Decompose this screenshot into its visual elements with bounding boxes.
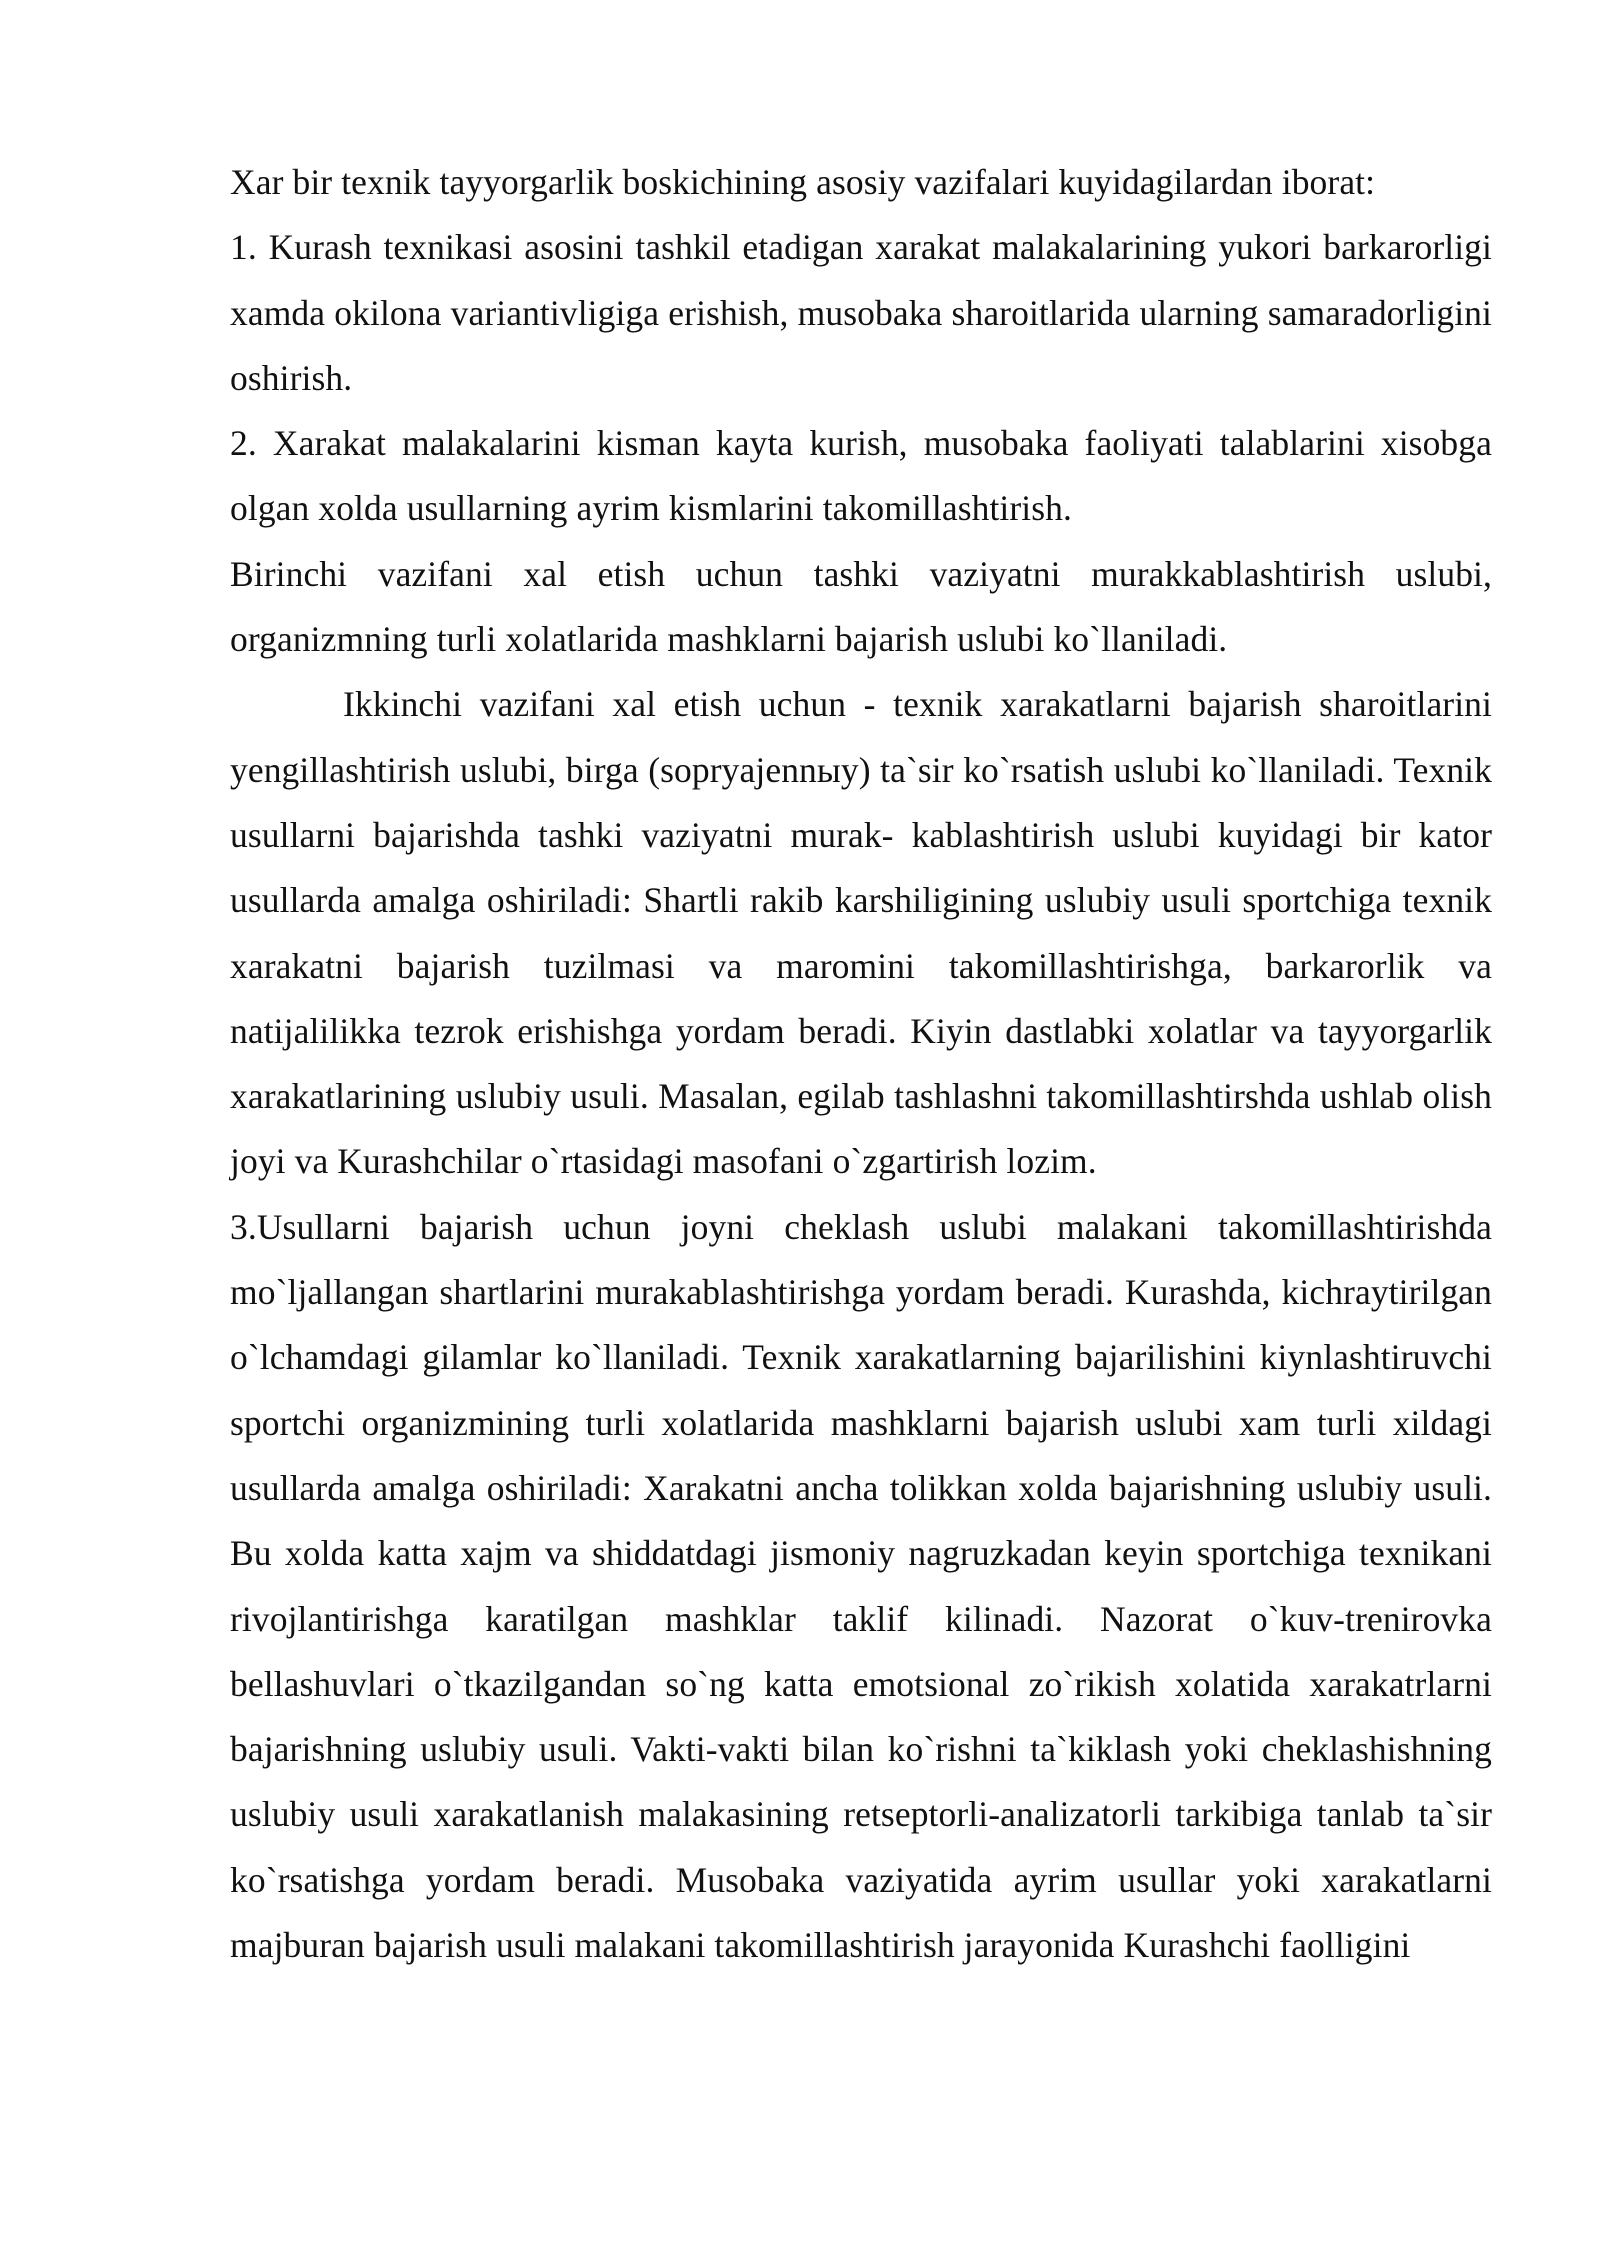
paragraph-intro: Xar bir texnik tayyorgarlik boskichining asosiy vazifalari kuyidagilardan iborat:: [230, 162, 1376, 202]
document-page: [230, 150, 1492, 1978]
paragraph-task-1: 1. Kurash texnikasi asosini tashkil etadigan xarakat malakalarining yukori barkarorligi xamda okilona variantivligiga erishish, musobaka sharoitlarida ularning samaradorligini oshirish.: [230, 227, 1492, 398]
paragraph-first-task: Birinchi vazifani xal etish uchun tashki vaziyatni murakkablashtirish uslubi, organizmning turli xolatlarida mashklarni bajarish uslubi ko`llaniladi.: [230, 553, 1492, 660]
paragraph-method-3: 3.Usullarni bajarish uchun joyni cheklash uslubi malakani takomillashtirishda mo`ljallangan shartlarini murakablashtirishga yordam beradi. Kurashda, kichraytirilgan o`lchamdagi gilamlar ko`llaniladi. Texnik xarakatlarning bajarilishini kiynlashtiruvchi sportchi organizmining turli xolatlarida mashklarni bajarish uslubi xam turli xildagi usullarda amalga oshiriladi: Xarakatni ancha tolikkan xolda bajarishning uslubiy usuli. Bu xolda katta xajm va shiddatdagi jismoniy nagruzkadan keyin sportchiga texnikani rivojlantirishga karatilgan mashklar taklif kilinadi. Nazorat o`kuv-trenirovka bellashuvlari o`tkazilgandan so`ng katta emotsional zo`rikish xolatida xarakatrlarni bajarishning uslubiy usuli. Vakti-vakti bilan ko`rishni ta`kiklash yoki cheklashishning uslubiy usuli xarakatlanish malakasining retseptorli-analizatorli tarkibiga tanlab ta`sir ko`rsatishga yordam beradi. Musobaka vaziyatida ayrim usullar yoki xarakatlarni majburan bajarish usuli malakani takomillashtirish jarayonida Kurashchi faolligini: [230, 1206, 1492, 1966]
paragraph-task-2: 2. Xarakat malakalarini kisman kayta kurish, musobaka faoliyati talablarini xisobga olgan xolda usullarning ayrim kismlarini takomillashtirish.: [230, 423, 1492, 529]
paragraph-second-task: Ikkinchi vazifani xal etish uchun - texnik xarakatlarni bajarish sharoitlarini yengillashtirish uslubi, birga (sopryajennыy) ta`sir ko`rsatish uslubi ko`llaniladi. Texnik usullarni bajarishda tashki vaziyatni murak- kablashtirish uslubi kuyidagi bir kator usullarda amalga oshiriladi: Shartli rakib karshiligining uslubiy usuli sportchiga texnik xarakatni bajarish tuzilmasi va maromini takomillashtirishga, barkarorlik va natijalilikka tezrok erishishga yordam beradi. Kiyin dastlabki xolatlar va tayyorgarlik xarakatlarining uslubiy usuli. Masalan, egilab tashlashni takomillashtirshda ushlab olish joyi va Kurashchilar o`rtasidagi masofani o`zgartirish lozim.: [230, 684, 1492, 1182]
